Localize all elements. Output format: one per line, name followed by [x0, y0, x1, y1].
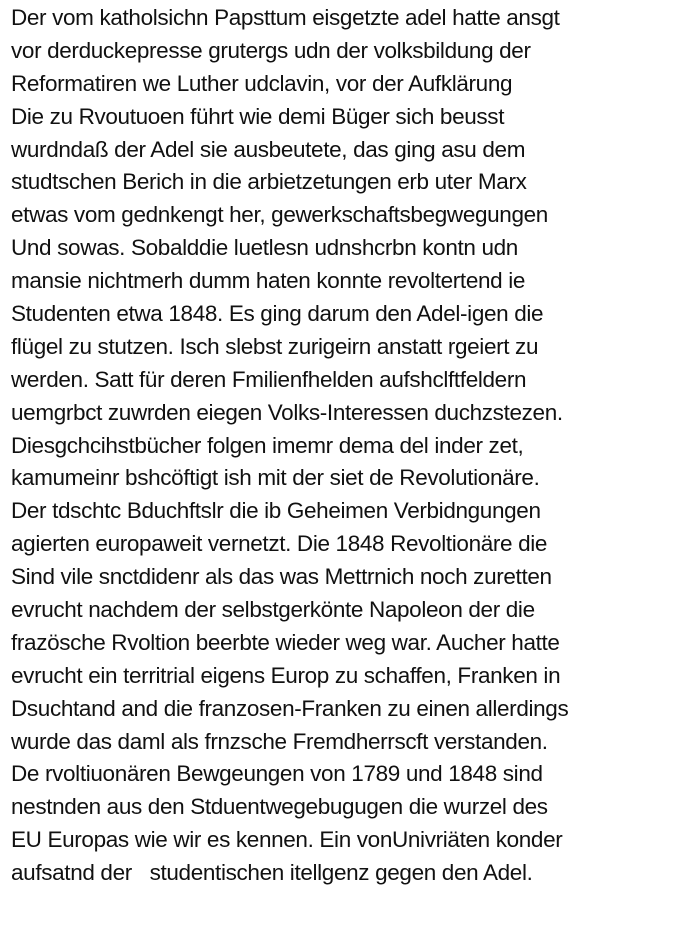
text-line-1: Der vom katholsichn Papsttum eisgetzte adel hatte ansgt — [11, 5, 560, 30]
text-line-11: flügel zu stutzen. Isch slebst zurigeirn anstatt rgeiert zu — [11, 333, 539, 359]
text-line-19: evrucht nachdem der selbstgerkönte Napoleon der die — [11, 597, 535, 623]
text-line-18: Sind vile snctdidenr als das was Mettrnich noch zuretten — [11, 564, 552, 590]
body-text — [11, 2, 681, 890]
text-line-16: Der tdschtc Bduchftslr die ib Geheimen Verbidngungen — [11, 498, 541, 524]
text-line-20: frazösche Rvoltion beerbte wieder weg war. Aucher hatte — [11, 629, 560, 655]
text-line-13: uemgrbct zuwrden eiegen Volks-Interessen duchzstezen. — [11, 399, 563, 425]
text-line-8: Und sowas. Sobalddie luetlesn udnshcrbn kontn udn — [11, 235, 518, 261]
text-line-27: aufsatnd der studentischen itellgenz gegen den Adel. — [11, 860, 533, 886]
text-line-21: evrucht ein territrial eigens Europ zu schaffen, Franken in — [11, 662, 561, 688]
text-line-14: Diesgchcihstbücher folgen imemr dema del inder zet, — [11, 432, 524, 458]
text-line-26: EU Europas wie wir es kennen. Ein vonUnivriäten konder — [11, 827, 563, 853]
text-line-4: Die zu Rvoutuoen führt wie demi Büger sich beusst — [11, 103, 505, 129]
text-line-6: studtschen Berich in die arbietzetungen erb uter Marx — [11, 169, 527, 195]
text-line-7: etwas vom gednkengt her, gewerkschaftsbegwegungen — [11, 202, 548, 228]
text-line-2: vor derduckepresse grutergs udn der volksbildung der — [11, 37, 531, 63]
text-line-24: De rvoltiuonären Bewgeungen von 1789 und 1848 sind — [11, 761, 543, 787]
text-line-17: agierten europaweit vernetzt. Die 1848 Revoltionäre die — [11, 531, 548, 557]
text-line-25: nestnden aus den Stduentwegebugugen die wurzel des — [11, 794, 548, 820]
text-line-23: wurde das daml als frnzsche Fremdherrscft verstanden. — [11, 728, 548, 754]
text-line-5: wurdndaß der Adel sie ausbeutete, das ging asu dem — [11, 136, 526, 162]
text-line-15: kamumeinr bshcöftigt ish mit der siet de Revolutionäre. — [11, 465, 540, 491]
text-line-10: Studenten etwa 1848. Es ging darum den Adel-igen die — [11, 301, 544, 327]
text-line-12: werden. Satt für deren Fmilienfhelden aufshclftfeldern — [11, 366, 527, 392]
text-line-22: Dsuchtand and die franzosen-Franken zu einen allerdings — [11, 695, 569, 721]
text-line-9: mansie nichtmerh dumm haten konnte revoltertend ie — [11, 268, 526, 294]
text-line-3: Reformatiren we Luther udclavin, vor der Aufklärung — [11, 70, 513, 96]
